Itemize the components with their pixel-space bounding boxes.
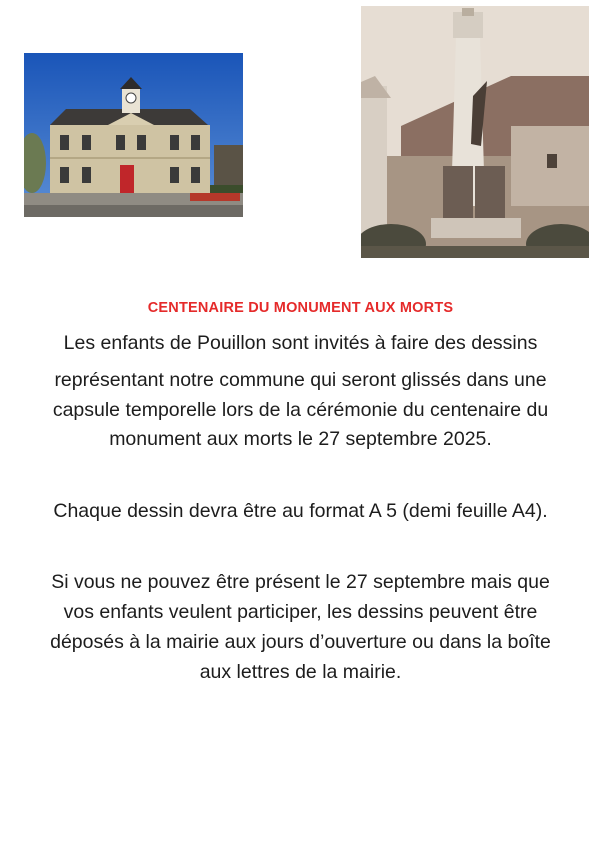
war-memorial-photo <box>361 6 589 258</box>
text-line: Si vous ne pouvez être présent le 27 septembre mais que <box>51 571 550 593</box>
text-line: Les enfants de Pouillon sont invités à faire des dessins <box>63 332 538 354</box>
text-line: représentant notre commune qui seront glissés dans une <box>54 369 547 391</box>
page-title: CENTENAIRE DU MONUMENT AUX MORTS <box>147 300 454 316</box>
text-line: vos enfants veulent participer, les dessins peuvent être <box>63 601 538 623</box>
text-line: monument aux morts le 27 septembre 2025. <box>109 428 492 450</box>
town-hall-photo <box>24 53 243 217</box>
text-line: aux lettres de la mairie. <box>199 661 402 683</box>
text-line: capsule temporelle lors de la cérémonie du centenaire du <box>52 399 549 421</box>
text-line: déposés à la mairie aux jours d’ouverture ou dans la boîte <box>50 631 551 653</box>
text-line: Chaque dessin devra être au format A 5 (demi feuille A4). <box>53 500 548 522</box>
